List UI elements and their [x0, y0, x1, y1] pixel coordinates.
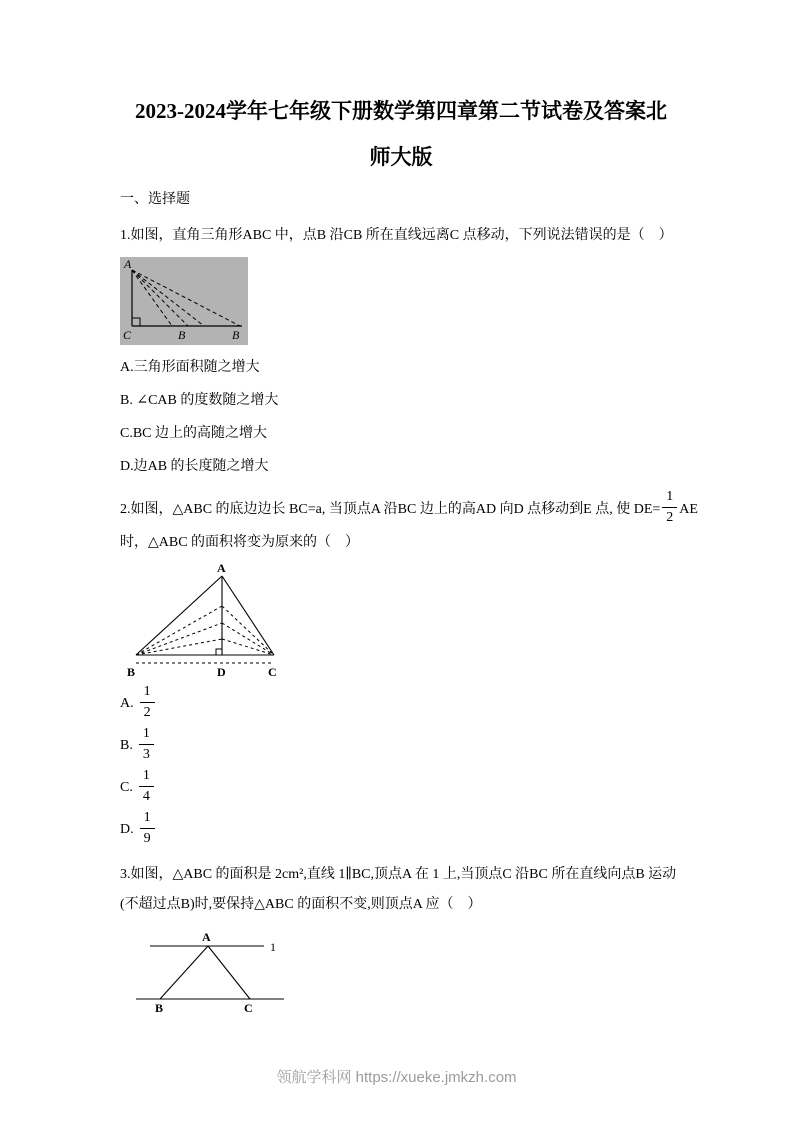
fraction-numerator: 1 — [139, 768, 154, 787]
q1-option-a: A.三角形面积随之增大 — [120, 360, 260, 375]
fraction-numerator: 1 — [139, 726, 154, 745]
question-2-figure — [126, 562, 682, 680]
q2-option-c — [120, 767, 682, 806]
question-2-text-line2: 时，△ABC 的面积将变为原来的（ ） — [120, 535, 360, 551]
option-label: B. — [120, 738, 133, 754]
vertex-label-c: C — [268, 665, 277, 680]
title-line-1: 2023-2024学年七年级下册数学第四章第二节试卷及答案北 — [135, 99, 667, 123]
q3-figure-svg — [132, 930, 302, 1014]
section-heading-choice: 一、选择题 — [120, 192, 190, 207]
vertex-label-c: C — [123, 328, 132, 342]
question-3-figure — [132, 930, 682, 1014]
q2-option-d — [120, 809, 682, 848]
option-label: C. — [120, 780, 133, 796]
q1-figure-svg — [120, 257, 248, 345]
q2-inline-fraction — [662, 489, 677, 526]
fraction-denominator: 4 — [142, 788, 150, 804]
q2-text-before-fraction: 2.如图，△ABC 的底边边长 BC=a, 当顶点A 沿BC 边上的高AD 向D 点移动到E 点, 使 DE= — [120, 501, 661, 517]
vertex-label-a: A — [217, 562, 226, 576]
option-label: A. — [120, 696, 134, 712]
page-footer-watermark: 领航学科网 https://xueke.jmkzh.com — [276, 1069, 517, 1086]
document-title — [120, 88, 682, 180]
q2-text-after-fraction: AE — [679, 501, 698, 517]
vertex-label-a: A — [202, 930, 211, 945]
vertex-label-d: D — [217, 665, 226, 680]
question-3-text-line1: 3.如图，△ABC 的面积是 2cm²,直线 1∥BC,顶点A 在 1 上,当顶点C 沿BC 所在直线向点B 运动 — [120, 867, 677, 883]
vertex-label-b2: B — [232, 328, 240, 342]
vertex-label-b: B — [127, 665, 136, 680]
right-angle-mark — [216, 649, 222, 655]
line-label-l: 1 — [270, 940, 276, 955]
question-3-text-line2: (不超过点B)时,要保持△ABC 的面积不变,则顶点A 应（ ） — [120, 897, 482, 913]
q1-option-b: B. ∠CAB 的度数随之增大 — [120, 393, 279, 408]
fraction-denominator: 3 — [142, 746, 150, 762]
vertex-label-a: A — [124, 257, 132, 271]
option-fraction — [139, 726, 154, 763]
vertex-label-b1: B — [178, 328, 186, 342]
q2-option-b — [120, 725, 682, 764]
question-1-figure — [120, 257, 682, 345]
vertex-label-c: C — [244, 1001, 253, 1015]
page-content — [120, 0, 698, 1015]
q2-figure-svg — [126, 562, 296, 680]
fraction-numerator: 1 — [140, 684, 155, 703]
question-2-text-line1 — [120, 489, 698, 528]
fraction-numerator: 1 — [662, 489, 677, 508]
title-line-2: 师大版 — [369, 145, 433, 169]
vertex-label-b: B — [155, 1001, 164, 1015]
fraction-denominator: 9 — [143, 830, 151, 846]
fraction-denominator: 2 — [143, 704, 151, 720]
fraction-numerator: 1 — [140, 810, 155, 829]
q1-option-c: C.BC 边上的高随之增大 — [120, 426, 268, 441]
q2-option-a — [120, 683, 682, 722]
fraction-denominator: 2 — [666, 510, 674, 526]
option-fraction — [140, 684, 155, 721]
option-fraction — [139, 768, 154, 805]
option-fraction — [140, 810, 155, 847]
figure-lines — [136, 946, 284, 999]
option-label: D. — [120, 822, 134, 838]
q1-option-d: D.边AB 的长度随之增大 — [120, 459, 269, 474]
question-1-text: 1.如图，直角三角形ABC 中，点B 沿CB 所在直线远离C 点移动，下列说法错误的是（ ） — [120, 228, 673, 243]
